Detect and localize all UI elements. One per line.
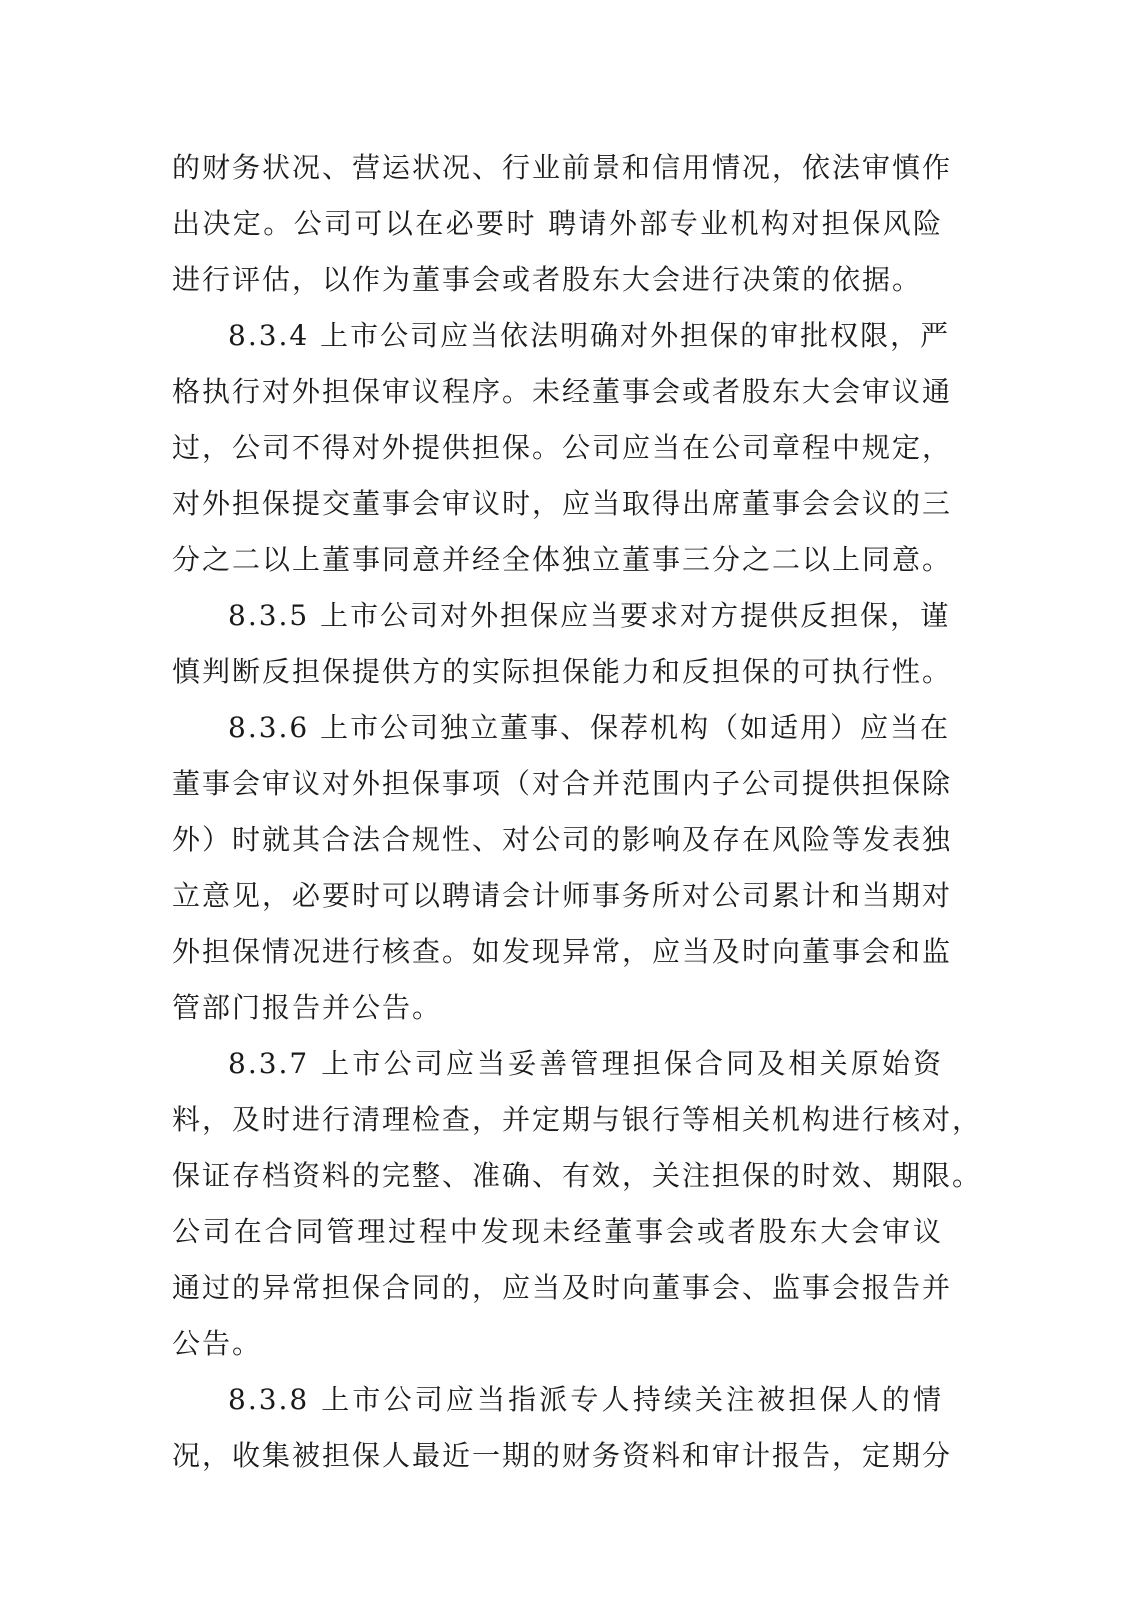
document-body (172, 140, 983, 1484)
text-line: 过，公司不得对外提供担保。公司应当在公司章程中规定， (172, 431, 953, 464)
text-line: 通过的异常担保合同的，应当及时向董事会、监事会报告并 (172, 1271, 953, 1304)
text-line: 8.3.5 上市公司对外担保应当要求对方提供反担保，谨 (228, 599, 951, 632)
text-line: 的财务状况、营运状况、行业前景和信用情况，依法审慎作 (172, 151, 953, 184)
text-line: 董事会审议对外担保事项（对合并范围内子公司提供担保除 (172, 767, 953, 800)
text-line: 外担保情况进行核查。如发现异常，应当及时向董事会和监 (172, 935, 953, 968)
text-line: 出决定。公司可以在必要时 聘请外部专业机构对担保风险 (172, 207, 943, 240)
text-line: 8.3.6 上市公司独立董事、保荐机构（如适用）应当在 (228, 711, 951, 744)
text-line: 立意见，必要时可以聘请会计师事务所对公司累计和当期对 (172, 879, 953, 912)
text-line: 料，及时进行清理检查，并定期与银行等相关机构进行核对， (172, 1103, 983, 1136)
text-line: 8.3.8 上市公司应当指派专人持续关注被担保人的情 (228, 1383, 943, 1416)
text-line: 保证存档资料的完整、准确、有效，关注担保的时效、期限。 (172, 1159, 983, 1192)
text-line: 公司在合同管理过程中发现未经董事会或者股东大会审议 (172, 1215, 943, 1248)
text-line: 管部门报告并公告。 (172, 991, 443, 1024)
text-line: 进行评估，以作为董事会或者股东大会进行决策的依据。 (172, 263, 923, 296)
text-line: 公告。 (172, 1327, 263, 1360)
text-line: 对外担保提交董事会审议时，应当取得出席董事会会议的三 (172, 487, 953, 520)
text-line: 外）时就其合法合规性、对公司的影响及存在风险等发表独 (172, 823, 953, 856)
text-line: 8.3.4 上市公司应当依法明确对外担保的审批权限，严 (228, 319, 951, 352)
text-line: 格执行对外担保审议程序。未经董事会或者股东大会审议通 (172, 375, 953, 408)
text-line: 8.3.7 上市公司应当妥善管理担保合同及相关原始资 (228, 1047, 943, 1080)
text-line: 况，收集被担保人最近一期的财务资料和审计报告，定期分 (172, 1439, 953, 1472)
text-line: 分之二以上董事同意并经全体独立董事三分之二以上同意。 (172, 543, 953, 576)
text-line: 慎判断反担保提供方的实际担保能力和反担保的可执行性。 (172, 655, 953, 688)
